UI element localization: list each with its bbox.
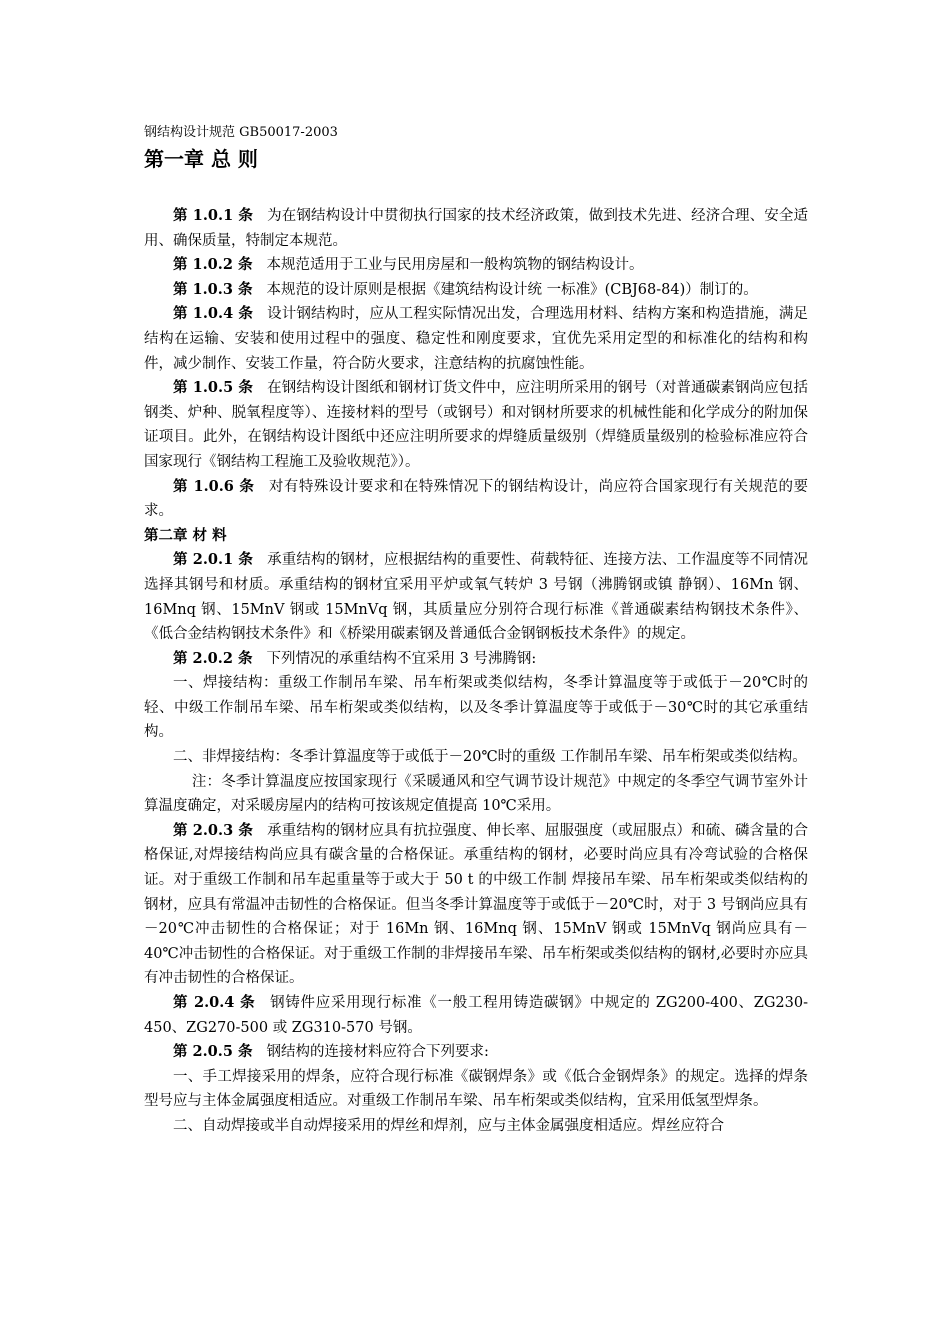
- clause-label: 第 2.0.5 条: [173, 1043, 253, 1061]
- clause-text: 承重结构的钢材应具有抗拉强度、伸长率、屈服强度（或屈服点）和硫、磷含量的合格保证,对焊接结构尚应具有碳含量的合格保证。承重结构的钢材，必要时尚应具有冷弯试验的合格保证。对于重级工作制和吊车起重量等于或大于 50 t 的中级工作制 焊接吊车梁、吊车桁架或类似结构的钢材，应具有常温冲击韧性的合格保证。但当冬季计算温度等于或低于－20℃时，对于 3 号钢尚应具有－20℃冲击韧性的合格保证；对于 16Mn 钢、16Mnq 钢、15MnV 钢或 15MnVq 钢尚应具有－40℃冲击韧性的合格保证。对于重级工作制的非焊接吊车梁、吊车桁架或类似结构的钢材,必要时亦应具有冲击韧性的合格保证。: [144, 822, 808, 987]
- clause-1-0-3: [144, 278, 808, 303]
- clause-2-0-4: [144, 991, 808, 1040]
- clause-2-0-2-note: 注：冬季计算温度应按国家现行《采暖通风和空气调节设计规范》中规定的冬季空气调节室外计算温度确定，对采暖房屋内的结构可按该规定值提高 10℃采用。: [144, 773, 808, 815]
- clause-2-0-3: [144, 819, 808, 991]
- clause-label: 第 1.0.6 条: [173, 477, 255, 495]
- clause-label: 第 1.0.1 条: [173, 207, 253, 224]
- clause-text: 设计钢结构时，应从工程实际情况出发，合理选用材料、结构方案和构造措施，满足结构在运输、安装和使用过程中的强度、稳定性和刚度要求，宜优先采用定型的和标准化的结构和构件，减少制作、安装工作量，符合防火要求，注意结构的抗腐蚀性能。: [144, 306, 808, 372]
- clause-text: 下列情况的承重结构不宜采用 3 号沸腾钢:: [266, 650, 537, 667]
- clause-label: 第 1.0.3 条: [173, 280, 253, 298]
- clause-1-0-1: [144, 204, 808, 253]
- clause-2-0-2-item-1: 一、焊接结构：重级工作制吊车梁、吊车桁架或类似结构，冬季计算温度等于或低于－20℃时的轻、中级工作制吊车梁、吊车桁架或类似结构，以及冬季计算温度等于或低于－30℃时的其它承重结构。: [144, 675, 808, 741]
- clause-text: 钢铸件应采用现行标准《一般工程用铸造碳钢》中规定的 ZG200-400、ZG230-450、ZG270-500 或 ZG310-570 号钢。: [144, 995, 808, 1036]
- clause-1-0-6: [144, 475, 808, 524]
- clause-2-0-2: [144, 647, 808, 672]
- clause-text: 在钢结构设计图纸和钢材订货文件中，应注明所采用的钢号（对普通碳素钢尚应包括钢类、炉种、脱氧程度等）、连接材料的型号（或钢号）和对钢材所要求的机械性能和化学成分的附加保证项目。此外，在钢结构设计图纸中还应注明所要求的焊缝质量级别（焊缝质量级别的检验标准应符合国家现行《钢结构工程施工及验收规范》）。: [144, 380, 808, 470]
- clause-label: 第 1.0.4 条: [173, 305, 253, 323]
- clause-2-0-1: [144, 548, 808, 646]
- clause-text: 本规范的设计原则是根据《建筑结构设计统 一标准》(CBJ68-84)）制订的。: [266, 281, 758, 298]
- spacer: [144, 173, 808, 204]
- clause-label: 第 2.0.3 条: [173, 821, 253, 839]
- clause-2-0-5: [144, 1040, 808, 1065]
- clause-1-0-5: [144, 376, 808, 474]
- document-body: [144, 124, 808, 1139]
- clause-1-0-4: [144, 302, 808, 376]
- clause-text: 为在钢结构设计中贯彻执行国家的技术经济政策，做到技术先进、经济合理、安全适用、确保质量，特制定本规范。: [144, 208, 808, 249]
- clause-text: 承重结构的钢材，应根据结构的重要性、荷载特征、连接方法、工作温度等不同情况选择其钢号和材质。承重结构的钢材宜采用平炉或氧气转炉 3 号钢（沸腾钢或镇 静钢）、16Mn 钢、16Mnq 钢、15MnV 钢或 15MnVq 钢，其质量应分别符合现行标准《普通碳素结构钢技术条件》、《低合金结构钢技术条件》和《桥梁用碳素钢及普通低合金钢钢板技术条件》的规定。: [144, 552, 808, 643]
- clause-label: 第 1.0.5 条: [173, 379, 253, 397]
- clause-2-0-5-item-1: 一、手工焊接采用的焊条，应符合现行标准《碳钢焊条》或《低合金钢焊条》的规定。选择的焊条型号应与主体金属强度相适应。对重级工作制吊车梁、吊车桁架或类似结构，宜采用低氢型焊条。: [144, 1068, 808, 1110]
- clause-text: 本规范适用于工业与民用房屋和一般构筑物的钢结构设计。: [266, 257, 644, 274]
- clause-2-0-5-item-2: 二、自动焊接或半自动焊接采用的焊丝和焊剂，应与主体金属强度相适应。焊丝应符合: [173, 1117, 724, 1134]
- clause-label: 第 2.0.4 条: [173, 994, 256, 1011]
- document-header: 钢结构设计规范 GB50017-2003: [144, 125, 338, 140]
- clause-text: 对有特殊设计要求和在特殊情况下的钢结构设计，尚应符合国家现行有关规范的要求。: [144, 478, 808, 520]
- clause-label: 第 2.0.2 条: [173, 649, 253, 667]
- clause-label: 第 2.0.1 条: [173, 551, 253, 569]
- clause-1-0-2: [144, 253, 808, 278]
- chapter-2-title: 第二章 材 料: [144, 526, 227, 544]
- clause-text: 钢结构的连接材料应符合下列要求:: [266, 1044, 489, 1061]
- clause-label: 第 1.0.2 条: [173, 256, 253, 274]
- clause-2-0-2-item-2: 二、非焊接结构：冬季计算温度等于或低于－20℃时的重级 工作制吊车梁、吊车桁架或类似结构。: [173, 749, 807, 766]
- chapter-1-title: 第一章 总 则: [144, 147, 258, 171]
